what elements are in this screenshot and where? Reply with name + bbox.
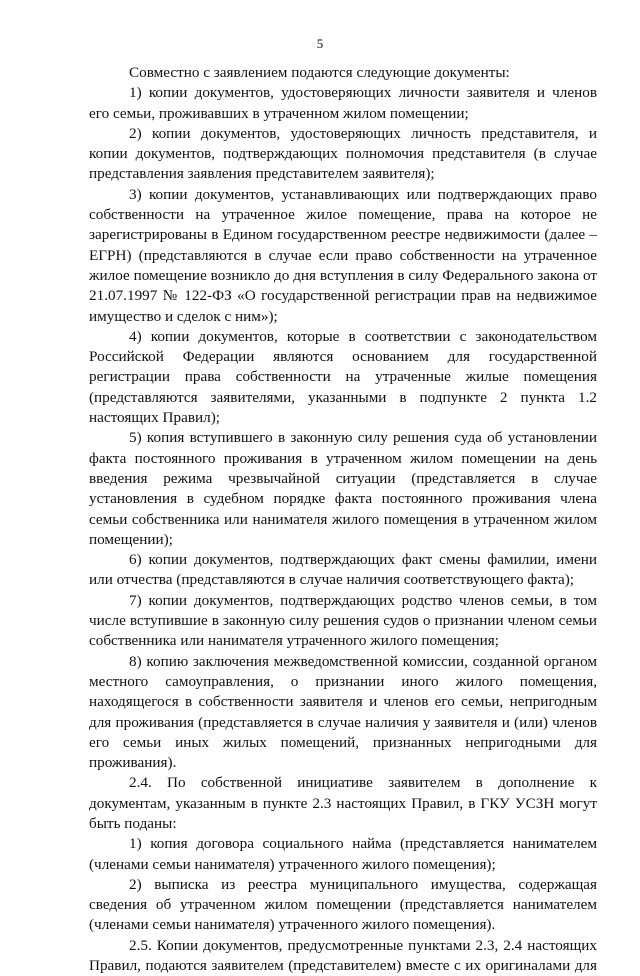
paragraph-item-5: 5) копия вступившего в законную силу решения суда об установлении факта постоянного проживания в утраченном жилом помещении на день введения режима чрезвычайной ситуации (представляется в случае установления в судебном порядке факта постоянного проживания члена семьи собственника или нанимателя жилого помещения в утраченном жилом помещении); — [89, 429, 597, 548]
paragraph-item-4: 4) копии документов, которые в соответствии с законодательством Российской Федерации являются основанием для государственной регистрации права собственности на утраченные жилые помещения (представляются заявителями, указанными в подпункте 2 пункта 1.2 настоящих Правил); — [89, 327, 597, 427]
paragraph-item-7: 7) копии документов, подтверждающих родство членов семьи, в том числе вступившие в законную силу решения судов о признании членом семьи собственника или нанимателя утраченного жилого помещения; — [89, 591, 597, 650]
paragraph-item-2: 2) копии документов, удостоверяющих личность представителя, и копии документов, подтверждающих полномочия представителя (в случае представления заявления представителем заявителя); — [89, 124, 597, 183]
paragraph-section-2-4: 2.4. По собственной инициативе заявителем в дополнение к документам, указанным в пункте 2.3 настоящих Правил, в ГКУ УСЗН могут быть поданы: — [89, 774, 597, 832]
paragraph-2-4-item-2: 2) выписка из реестра муниципального имущества, содержащая сведения об утраченном жилом помещении (представляется нанимателем (членами семьи нанимателя) утраченного жилого помещения). — [89, 875, 597, 934]
document-body — [89, 63, 597, 976]
page-number: 5 — [316, 36, 324, 51]
paragraph-item-1: 1) копии документов, удостоверяющих личности заявителя и членов его семьи, проживавших в утраченном жилом помещении; — [89, 84, 597, 122]
paragraph-2-4-item-1: 1) копия договора социального найма (представляется нанимателем (членами семьи нанимателя) утраченного жилого помещения); — [89, 835, 597, 873]
paragraph-section-2-5: 2.5. Копии документов, предусмотренные пунктами 2.3, 2.4 настоящих Правил, подаются заявителем (представителем) вместе с их оригиналами для — [89, 936, 597, 975]
paragraph-item-3: 3) копии документов, устанавливающих или подтверждающих право собственности на утраченное жилое помещение, права на которое не зарегистрированы в Едином государственном реестре недвижимости (далее – ЕГРН) (представляются в случае если право собственности на утраченное жилое помещение возникло до дня вступления в силу Федерального закона от 21.07.1997 № 122-ФЗ «О государственной регистрации прав на недвижимое имущество и сделок с ним»); — [89, 185, 597, 325]
paragraph-intro: Совместно с заявлением подаются следующие документы: — [129, 64, 510, 81]
paragraph-item-6: 6) копии документов, подтверждающих факт смены фамилии, имени или отчества (представляются в случае наличия соответствующего факта); — [89, 551, 597, 589]
paragraph-item-8: 8) копию заключения межведомственной комиссии, созданной органом местного самоуправления, о признании иного жилого помещения, находящегося в собственности заявителя и членов его семьи, непригодным для проживания (представляется в случае наличия у заявителя и (или) членов его семьи иных жилых помещений, признанных непригодными для проживания). — [89, 652, 597, 772]
